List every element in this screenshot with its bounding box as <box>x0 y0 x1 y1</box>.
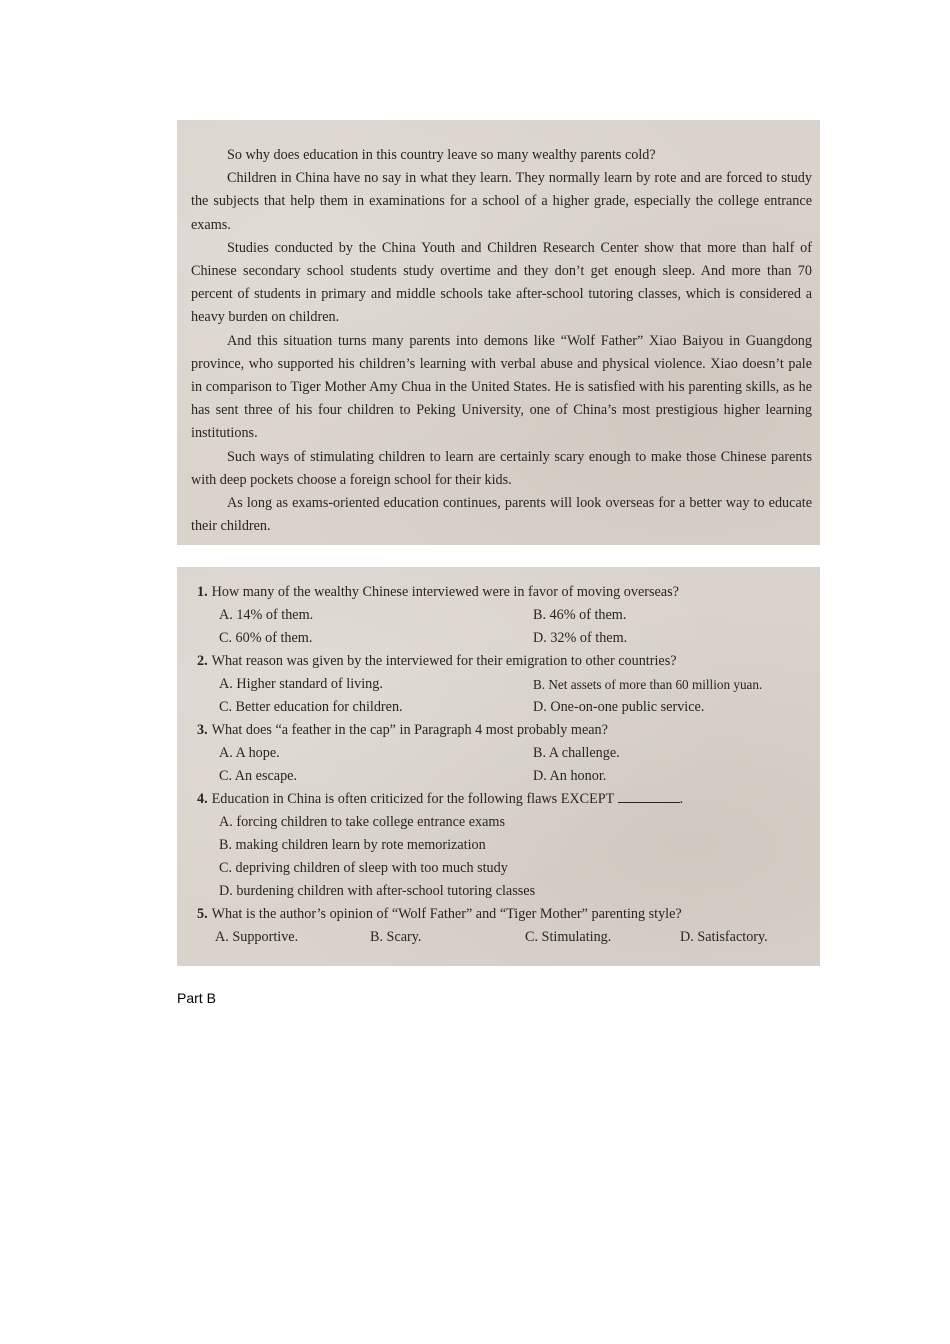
passage-paragraph: Studies conducted by the China Youth and Children Research Center show that more than half of Chinese secondary school students study overtime and they don’t get enough sleep. And more than 70 percent of students in primary and middle schools take after-school tutoring classes, which is considered a heavy burden on children. <box>191 239 812 326</box>
option-b: B. making children learn by rote memorization <box>219 837 486 853</box>
question-3 <box>197 719 810 788</box>
passage-paragraph: Children in China have no say in what they learn. They normally learn by rote and are forced to study the subjects that help them in examinations for a school of a higher grade, especially the college entrance exams. <box>191 170 812 233</box>
option-a: A. A hope. <box>219 745 280 761</box>
options <box>197 742 810 788</box>
passage-paragraph: So why does education in this country leave so many wealthy parents cold? <box>227 147 656 163</box>
question-2 <box>197 650 810 719</box>
question-text: What is the author’s opinion of “Wolf Father” and “Tiger Mother” parenting style? <box>211 906 682 922</box>
option-d: D. One-on-one public service. <box>533 699 705 715</box>
option-b: B. Scary. <box>370 929 422 945</box>
question-number: 1. <box>197 584 208 600</box>
passage-scan <box>177 120 820 545</box>
option-c: C. 60% of them. <box>219 630 313 646</box>
question-text: What does “a feather in the cap” in Paragraph 4 most probably mean? <box>211 722 608 738</box>
option-b: B. 46% of them. <box>533 607 627 623</box>
options <box>197 926 810 949</box>
options <box>197 604 810 650</box>
options <box>197 811 810 903</box>
question-text: How many of the wealthy Chinese interviewed were in favor of moving overseas? <box>211 584 679 600</box>
option-c: C. An escape. <box>219 768 298 784</box>
option-a: A. Higher standard of living. <box>219 676 383 692</box>
part-b-heading: Part B <box>177 990 216 1006</box>
question-number: 3. <box>197 722 208 738</box>
answer-blank <box>618 788 680 803</box>
option-c: C. Better education for children. <box>219 699 403 715</box>
option-c: C. depriving children of sleep with too much study <box>219 860 508 876</box>
question-5 <box>197 903 810 949</box>
option-a: A. Supportive. <box>215 929 299 945</box>
option-d: D. Satisfactory. <box>680 929 768 945</box>
question-4: 4. Education in China is often criticized for the following flaws EXCEPT . A. forcing children to take college entrance exams B. making children learn by rote memorization C. depriving children of sleep with too much study D. burdening children with after-school tutoring classes <box>197 788 810 903</box>
options <box>197 673 810 719</box>
question-number: 5. <box>197 906 208 922</box>
option-b: B. A challenge. <box>533 745 620 761</box>
question-1 <box>197 581 810 650</box>
option-c: C. Stimulating. <box>525 929 612 945</box>
option-d: D. 32% of them. <box>533 630 628 646</box>
option-d: D. burdening children with after-school tutoring classes <box>219 883 536 899</box>
question-text: Education in China is often criticized for the following flaws EXCEPT <box>211 791 615 807</box>
questions-scan <box>177 567 820 966</box>
passage-paragraph: Such ways of stimulating children to learn are certainly scary enough to make those Chinese parents with deep pockets choose a foreign school for their kids. <box>191 448 812 488</box>
question-number: 4. <box>197 791 208 807</box>
option-d: D. An honor. <box>533 768 607 784</box>
option-b: B. Net assets of more than 60 million yuan. <box>533 677 763 692</box>
passage-paragraph: As long as exams-oriented education continues, parents will look overseas for a better way to educate their children. <box>191 495 812 535</box>
passage-paragraph: And this situation turns many parents into demons like “Wolf Father” Xiao Baiyou in Guangdong province, who supported his children’s learning with verbal abuse and physical violence. Xiao doesn’t pale in comparison to Tiger Mother Amy Chua in the United States. He is satisfied with his parenting skills, as he has sent three of his four children to Peking University, one of China’s most prestigious higher learning institutions. <box>191 332 812 442</box>
option-a: A. 14% of them. <box>219 607 314 623</box>
question-text: What reason was given by the interviewed for their emigration to other countries? <box>211 653 677 669</box>
option-a: A. forcing children to take college entrance exams <box>219 814 505 830</box>
question-number: 2. <box>197 653 208 669</box>
